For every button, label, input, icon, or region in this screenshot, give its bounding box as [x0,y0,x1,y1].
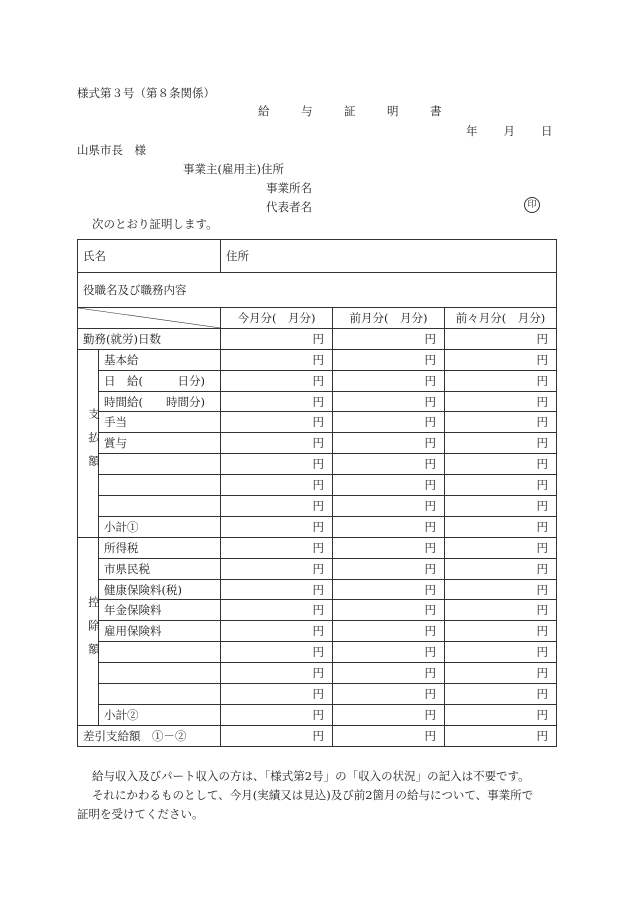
payment-group-label [78,349,99,537]
deduction-label: 雇用保険料 [99,621,221,642]
payment-amount-cell[interactable]: 円 [333,454,445,475]
column-header-1: 今月分( 月分) [221,308,333,329]
employer-address-label: 事業主(雇用主)住所 [183,162,284,176]
payment-amount-cell[interactable]: 円 [445,454,557,475]
deduction-row [78,684,557,705]
deduction-amount-cell[interactable]: 円 [221,600,333,621]
deduction-row [78,600,557,621]
deduction-amount-cell[interactable]: 円 [333,621,445,642]
payment-row [78,433,557,454]
payment-amount-cell[interactable]: 円 [221,475,333,496]
payment-amount-cell[interactable]: 円 [445,496,557,517]
deduction-label [99,684,221,705]
net-pay-row [78,725,557,746]
deduction-row [78,558,557,579]
work-days-label: 勤務(就労)日数 [78,328,221,349]
deduction-row [78,537,557,558]
representative-label: 代表者名 [266,200,312,214]
diagonal-line [78,308,220,328]
deduction-label: 市県民税 [99,558,221,579]
payment-row [78,454,557,475]
deduction-amount-cell[interactable]: 円 [333,600,445,621]
payment-row [78,391,557,412]
deduction-amount-cell[interactable]: 円 [221,642,333,663]
seal-mark: 印 [524,197,540,213]
payment-row [78,370,557,391]
net-pay-amount-cell[interactable]: 円 [221,725,333,746]
payment-label [99,475,221,496]
deduction-amount-cell[interactable]: 円 [221,621,333,642]
payment-amount-cell[interactable]: 円 [445,516,557,537]
deduction-label [99,642,221,663]
net-pay-amount-cell[interactable]: 円 [445,725,557,746]
deduction-label: 年金保険料 [99,600,221,621]
payment-label [99,496,221,517]
date-line [466,123,553,139]
payment-amount-cell[interactable]: 円 [333,349,445,370]
payment-row [78,496,557,517]
office-name-label: 事業所名 [266,181,312,195]
deduction-amount-cell[interactable]: 円 [333,684,445,705]
deduction-row [78,579,557,600]
month-label: 月 [503,124,515,138]
payment-amount-cell[interactable]: 円 [445,412,557,433]
deduction-row [78,621,557,642]
payment-row [78,516,557,537]
deduction-amount-cell[interactable]: 円 [445,558,557,579]
salary-certificate-table [77,239,557,747]
note-line-1: 給与収入及びパート収入の方は、「様式第2号」の「収入の状況」の記入は不要です。 [92,769,530,783]
payment-label: 賞与 [99,433,221,454]
payment-row [78,475,557,496]
deduction-row [78,663,557,684]
payment-amount-cell[interactable]: 円 [445,433,557,454]
deduction-amount-cell[interactable]: 円 [333,663,445,684]
name-address-row [78,240,557,273]
net-pay-label: 差引支給額 ①－② [78,725,221,746]
work-days-row [78,328,557,349]
deduction-amount-cell[interactable]: 円 [333,558,445,579]
note-line-2: それにかわるものとして、今月(実績又は見込)及び前2箇月の給与について、事業所で [92,788,534,802]
payment-label: 手当 [99,412,221,433]
payment-amount-cell[interactable]: 円 [221,516,333,537]
deduction-amount-cell[interactable]: 円 [445,579,557,600]
payment-amount-cell[interactable]: 円 [333,412,445,433]
payment-amount-cell[interactable]: 円 [333,475,445,496]
deduction-amount-cell[interactable]: 円 [221,663,333,684]
payment-amount-cell[interactable]: 円 [221,412,333,433]
work-days-amount-cell[interactable]: 円 [333,328,445,349]
payment-label: 基本給 [99,349,221,370]
payment-amount-cell[interactable]: 円 [333,516,445,537]
deduction-amount-cell[interactable]: 円 [445,663,557,684]
payment-amount-cell[interactable]: 円 [221,496,333,517]
payment-label [99,454,221,475]
deduction-amount-cell[interactable]: 円 [445,704,557,725]
deduction-amount-cell[interactable]: 円 [221,704,333,725]
deduction-amount-cell[interactable]: 円 [445,600,557,621]
column-header-row [78,308,557,329]
deduction-amount-cell[interactable]: 円 [221,579,333,600]
deduction-label: 小計② [99,704,221,725]
column-header-3: 前々月分( 月分) [445,308,557,329]
payment-amount-cell[interactable]: 円 [333,391,445,412]
deduction-amount-cell[interactable]: 円 [221,684,333,705]
deduction-amount-cell[interactable]: 円 [333,642,445,663]
deduction-amount-cell[interactable]: 円 [445,621,557,642]
deduction-label: 健康保険料(税) [99,579,221,600]
deduction-amount-cell[interactable]: 円 [221,537,333,558]
net-pay-amount-cell[interactable]: 円 [333,725,445,746]
payment-row [78,412,557,433]
year-label: 年 [466,124,478,138]
payment-group-label-text: 支払額 [87,408,101,479]
diagonal-header-cell [78,308,221,329]
addressee: 山県市長 様 [77,143,146,157]
deduction-group-label-text: 控除額 [87,596,101,667]
payment-amount-cell[interactable]: 円 [445,370,557,391]
note-line-3: 証明を受けてください。 [77,807,204,821]
payment-amount-cell[interactable]: 円 [445,475,557,496]
deduction-label: 所得税 [99,537,221,558]
deduction-amount-cell[interactable]: 円 [445,642,557,663]
deduction-amount-cell[interactable]: 円 [221,558,333,579]
deduction-amount-cell[interactable]: 円 [445,537,557,558]
payment-label: 小計① [99,516,221,537]
payment-amount-cell[interactable]: 円 [333,433,445,454]
deduction-row [78,642,557,663]
deduction-amount-cell[interactable]: 円 [333,579,445,600]
document-title: 給 与 証 明 書 [258,104,452,118]
form-number-label: 様式第３号（第８条関係） [77,86,215,100]
payment-label: 時間給( 時間分) [99,391,221,412]
payment-amount-cell[interactable]: 円 [221,454,333,475]
intro-text: 次のとおり証明します。 [92,217,218,231]
deduction-row [78,704,557,725]
deduction-amount-cell[interactable]: 円 [333,537,445,558]
name-field[interactable]: 氏名 [78,240,221,273]
payment-label: 日 給( 日分) [99,370,221,391]
payment-amount-cell[interactable]: 円 [333,370,445,391]
address-field[interactable]: 住所 [221,240,557,273]
work-days-amount-cell[interactable]: 円 [221,328,333,349]
deduction-amount-cell[interactable]: 円 [333,704,445,725]
deduction-amount-cell[interactable]: 円 [445,684,557,705]
payment-amount-cell[interactable]: 円 [221,391,333,412]
job-row [78,273,557,308]
deduction-group-label [78,537,99,725]
column-header-2: 前月分( 月分) [333,308,445,329]
payment-amount-cell[interactable]: 円 [445,391,557,412]
job-field[interactable]: 役職名及び職務内容 [78,273,557,308]
deduction-label [99,663,221,684]
payment-amount-cell[interactable]: 円 [445,349,557,370]
payment-amount-cell[interactable]: 円 [221,433,333,454]
day-label: 日 [541,124,553,138]
payment-amount-cell[interactable]: 円 [221,370,333,391]
work-days-amount-cell[interactable]: 円 [445,328,557,349]
payment-amount-cell[interactable]: 円 [333,496,445,517]
payment-amount-cell[interactable]: 円 [221,349,333,370]
payment-row [78,349,557,370]
